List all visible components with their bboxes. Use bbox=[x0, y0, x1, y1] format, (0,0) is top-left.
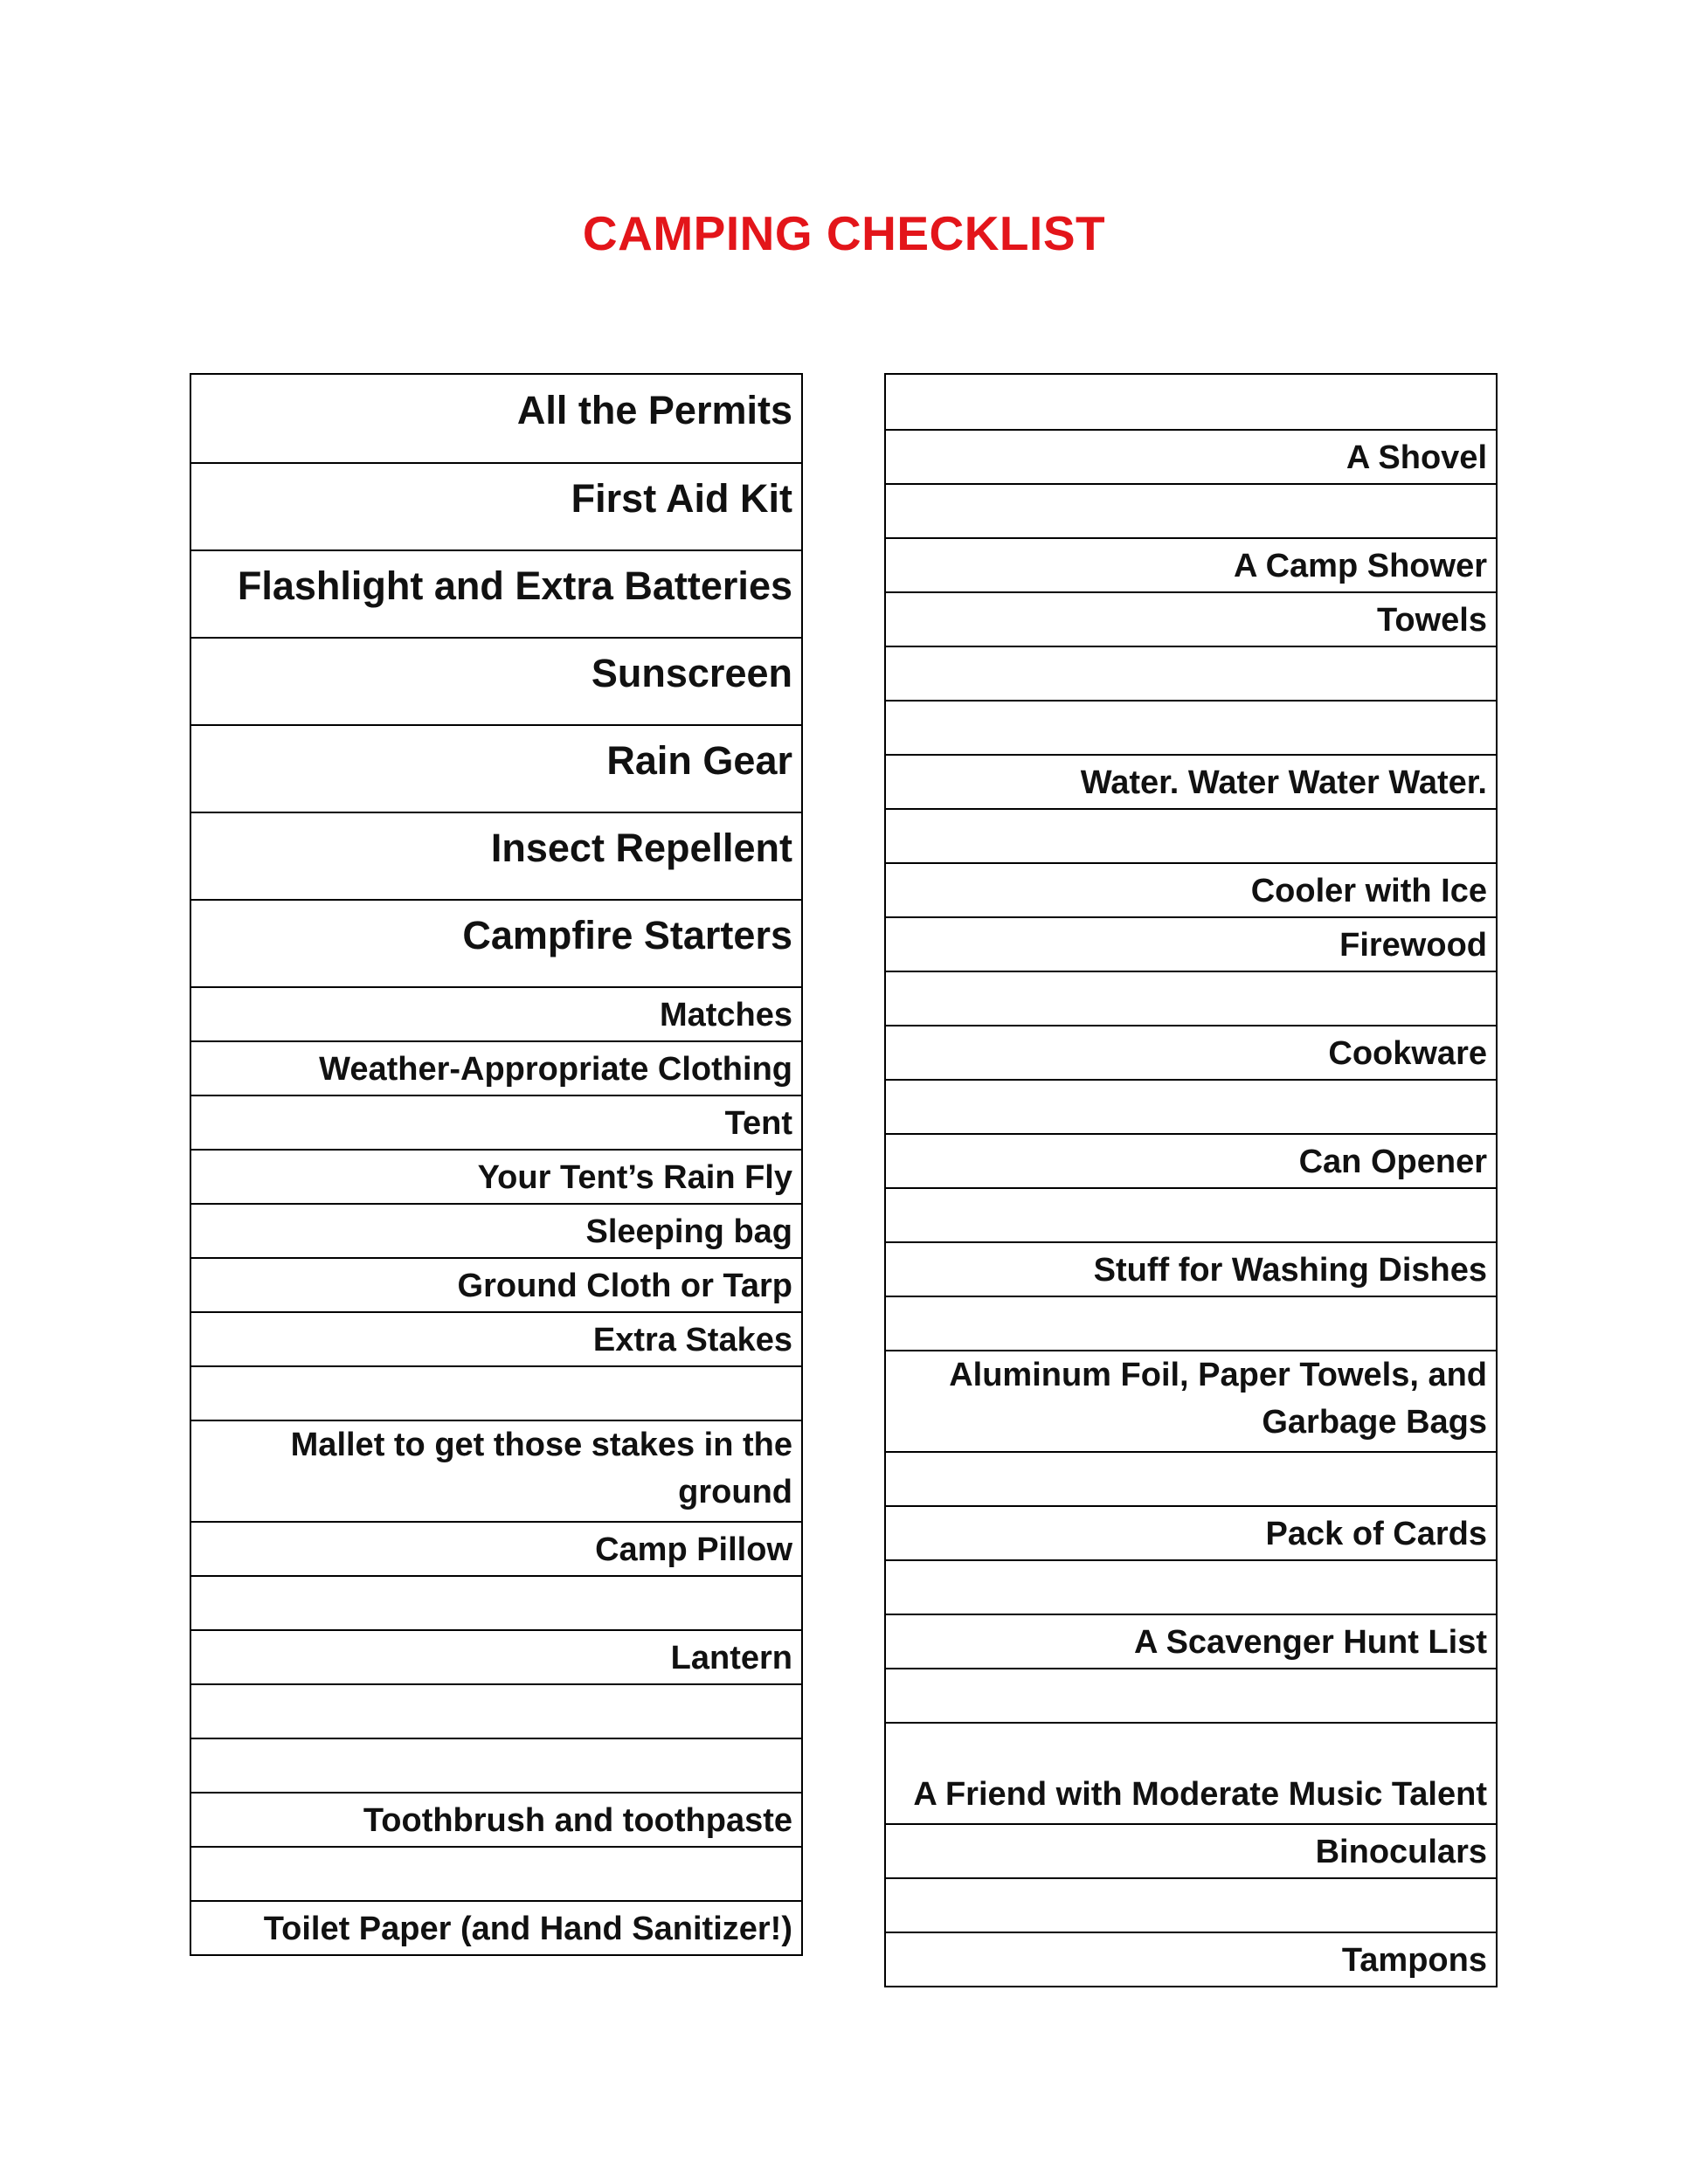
left-checklist-row bbox=[191, 1521, 801, 1575]
right-checklist-row bbox=[886, 700, 1496, 754]
right-checklist-row bbox=[886, 646, 1496, 700]
right-checklist-row bbox=[886, 1350, 1496, 1451]
right-checklist-row bbox=[886, 1296, 1496, 1350]
right-checklist-row bbox=[886, 1241, 1496, 1296]
left-checklist-row bbox=[191, 1575, 801, 1629]
checklist-item-label: Pack of Cards bbox=[1265, 1516, 1487, 1552]
checklist-item-label: A Camp Shower bbox=[1234, 548, 1487, 584]
left-checklist-row bbox=[191, 812, 801, 899]
right-checklist-row bbox=[886, 1722, 1496, 1823]
checklist-item-label: Can Opener bbox=[1298, 1144, 1487, 1180]
checklist-item-label: Camp Pillow bbox=[595, 1531, 792, 1568]
right-checklist-row bbox=[886, 754, 1496, 808]
checklist-item-label: Cookware bbox=[1328, 1035, 1487, 1072]
left-checklist-row bbox=[191, 462, 801, 549]
right-checklist-row bbox=[886, 483, 1496, 537]
left-checklist-row bbox=[191, 986, 801, 1040]
left-checklist-row bbox=[191, 1846, 801, 1900]
right-checklist-row bbox=[886, 1614, 1496, 1668]
right-checklist-row bbox=[886, 1451, 1496, 1505]
checklist-item-label: Weather-Appropriate Clothing bbox=[319, 1051, 792, 1088]
checklist-item-label: Matches bbox=[659, 997, 792, 1033]
checklist-item-label: First Aid Kit bbox=[571, 476, 792, 521]
checklist-item-label: Towels bbox=[1377, 602, 1487, 639]
right-checklist-row bbox=[886, 1079, 1496, 1133]
right-checklist-row bbox=[886, 1505, 1496, 1559]
checklist-item-label: Water. Water Water Water. bbox=[1080, 764, 1487, 801]
checklist-item-label: Tampons bbox=[1341, 1942, 1487, 1979]
right-checklist-row bbox=[886, 591, 1496, 646]
left-checklist-row bbox=[191, 1629, 801, 1683]
checklist-item-label: Your Tent’s Rain Fly bbox=[477, 1159, 792, 1196]
right-checklist-row bbox=[886, 429, 1496, 483]
right-checklist-row bbox=[886, 1823, 1496, 1877]
checklist-item-label: Mallet to get those stakes in the ground bbox=[290, 1427, 792, 1510]
left-checklist-row bbox=[191, 1420, 801, 1521]
left-checklist-row bbox=[191, 549, 801, 637]
right-checklist-row bbox=[886, 1932, 1496, 1986]
checklist-item-label: Binoculars bbox=[1315, 1834, 1487, 1870]
checklist-item-label: Campfire Starters bbox=[462, 913, 792, 957]
checklist-item-label: A Scavenger Hunt List bbox=[1133, 1624, 1487, 1661]
checklist-item-label: Sunscreen bbox=[591, 651, 792, 695]
left-checklist-row bbox=[191, 1311, 801, 1365]
left-checklist-row bbox=[191, 1683, 801, 1738]
checklist-item-label: Toilet Paper (and Hand Sanitizer!) bbox=[263, 1911, 792, 1947]
left-checklist-row bbox=[191, 637, 801, 724]
right-checklist-row bbox=[886, 862, 1496, 916]
right-checklist-row bbox=[886, 1187, 1496, 1241]
right-checklist-row bbox=[886, 1668, 1496, 1722]
right-checklist-row bbox=[886, 916, 1496, 971]
left-checklist-row bbox=[191, 1040, 801, 1095]
checklist-item-label: Extra Stakes bbox=[592, 1322, 792, 1358]
checklist-item-label: Lantern bbox=[670, 1640, 792, 1676]
right-checklist-row bbox=[886, 1559, 1496, 1614]
page-title: CAMPING CHECKLIST bbox=[582, 206, 1106, 260]
checklist-item-label: Sleeping bag bbox=[585, 1213, 792, 1250]
checklist-item-label: Cooler with Ice bbox=[1250, 873, 1487, 909]
left-checklist-row bbox=[191, 1365, 801, 1420]
checklist-item-label: Toothbrush and toothpaste bbox=[363, 1802, 792, 1839]
left-checklist-row bbox=[191, 375, 801, 462]
right-checklist-row bbox=[886, 1025, 1496, 1079]
right-checklist-table bbox=[884, 373, 1498, 1987]
left-checklist-row bbox=[191, 1792, 801, 1846]
right-checklist-row bbox=[886, 537, 1496, 591]
checklist-item-label: Ground Cloth or Tarp bbox=[457, 1268, 792, 1304]
left-checklist-row bbox=[191, 1203, 801, 1257]
left-checklist-row bbox=[191, 1257, 801, 1311]
right-checklist-row bbox=[886, 1877, 1496, 1932]
right-checklist-row bbox=[886, 375, 1496, 429]
left-checklist-row bbox=[191, 899, 801, 986]
checklist-item-label: A Shovel bbox=[1346, 439, 1487, 476]
checklist-item-label: Firewood bbox=[1339, 927, 1487, 964]
right-checklist-row bbox=[886, 971, 1496, 1025]
checklist-item-label: A Friend with Moderate Music Talent bbox=[913, 1776, 1487, 1813]
left-checklist-row bbox=[191, 1095, 801, 1149]
left-checklist-row bbox=[191, 724, 801, 812]
checklist-item-label: Rain Gear bbox=[606, 738, 792, 783]
checklist-item-label: Insect Repellent bbox=[490, 826, 792, 870]
left-checklist-row bbox=[191, 1900, 801, 1954]
checklist-item-label: Aluminum Foil, Paper Towels, and Garbage Bags bbox=[949, 1357, 1487, 1441]
left-checklist-table bbox=[190, 373, 803, 1956]
checklist-item-label: Flashlight and Extra Batteries bbox=[237, 563, 792, 608]
left-checklist-row bbox=[191, 1149, 801, 1203]
left-checklist-row bbox=[191, 1738, 801, 1792]
checklist-item-label: Stuff for Washing Dishes bbox=[1093, 1252, 1487, 1289]
checklist-item-label: Tent bbox=[724, 1105, 792, 1142]
right-checklist-row bbox=[886, 1133, 1496, 1187]
right-checklist-row bbox=[886, 808, 1496, 862]
checklist-item-label: All the Permits bbox=[516, 388, 792, 432]
